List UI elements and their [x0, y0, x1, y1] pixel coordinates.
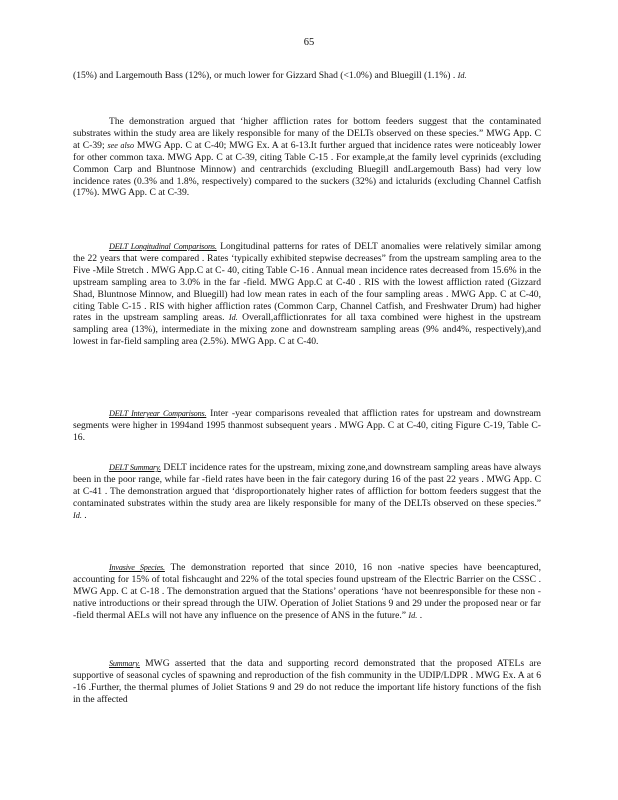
- section-heading: DELT Summary.: [109, 463, 161, 472]
- citation-italic: see also: [107, 140, 135, 150]
- paragraph-text: MWG App. C at C-40; MWG Ex. A at 6-13.It further argued that incidence rates were noticeably lower for other common taxa. MWG App. C at C-39, citing Table C-15 . For example,at the family level cyprinids (excluding Common Carp and Bluntnose Minnow) and centrarchids (excluding Bluegill andLargemouth Bass) had very low incidence rates (0.3% and 1.8%, respectively) compared to the suckers (32%) and ictalurids (excluding Channel Catfish (17%). MWG App. C at C-39.: [73, 139, 542, 199]
- section-heading: DELT Interyear Comparisons.: [109, 409, 207, 418]
- paragraph-text: Overall,afflictionrates for all taxa combined were highest in the upstream sampling area (13%), intermediate in the mixing zone and downstream sampling areas (9% and4%, respectively),and lowest in far-field sampling area (2.5%). MWG App. C at C-40.: [73, 312, 541, 348]
- page-number: 65: [303, 37, 315, 48]
- citation-italic: Id.: [228, 313, 238, 323]
- section-heading: Invasive Species.: [109, 563, 165, 572]
- paragraph-7: [73, 658, 541, 706]
- citation-italic: Id.: [457, 71, 467, 80]
- paragraph-text: Longitudinal patterns for rates of DELT anomalies were relatively similar among the 22 years that were compared . Rates ‘typically exhibited stepwise decreases” from the upstream sampling area to the Five -Mile Stretch . MWG App.C at C- 40, citing Table C-16 . Annual mean incidence rates decreased from 15.6% in the upstream sampling area to 3.0% in the far -field. MWG App.C at C-40 . RIS with the lowest affliction rated (Gizzard Shad, Bluntnose Minnow, and Bluegill) had low mean rates in each of the four sampling areas . MWG App. C at C-40, citing Table C-15 . RIS with higher affliction rates (Common Carp, Channel Catfish, and Freshwater Drum) had higher rates in the upstream sampling areas.: [73, 241, 541, 324]
- paragraph-5: [73, 462, 541, 522]
- paragraph-text: DELT incidence rates for the upstream, mixing zone,and downstream sampling areas have always been in the poor range, while far -field rates have been in the fair category during 16 of the past 22 years . MWG App. C at C-41 . The demonstration argued that ‘disproportionately higher rates of affliction for bottom feeders suggest that the contaminated substrates within the study area are likely responsible for many of the DELTs observed on these species.”: [73, 462, 541, 509]
- paragraph-3: [73, 241, 541, 348]
- paragraph-4: [73, 408, 541, 444]
- citation-italic: Id.: [73, 510, 82, 520]
- paragraph-text: The demonstration reported that since 2010, 16 non -native species have beencaptured, accounting for 15% of total fishcaught and 22% of the total species found upstream of the Electric Barrier on the CSSC . MWG App. C at C-18 . The demonstration argued that the Stations’ operations ‘have not beenresponsible for these non -native introductions or their spread through the UIW. Operation of Joliet Stations 9 and 29 under the proposed near or far -field thermal AELs will not have any influence on the presence of ANS in the future.”: [73, 562, 541, 621]
- paragraph-2: [73, 116, 541, 199]
- paragraph-text: The demonstration argued that ‘higher affliction rates for bottom feeders suggest that the contaminated substrates within the study area are likely responsible for many of the DELTs observed on these species.” MWG App. C at C-39;: [73, 116, 541, 151]
- paragraph-text: MWG asserted that the data and supporting record demonstrated that the proposed ATELs are supportive of seasonal cycles of spawning and reproduction of the fish community in the UDIP/LDPR . MWG Ex. A at 6 -16 .Further, the thermal plumes of Joliet Stations 9 and 29 do not reduce the important life history functions of the fish in the affected: [73, 658, 541, 705]
- paragraph-1: [73, 70, 541, 82]
- paragraph-text: (15%) and Largemouth Bass (12%), or much lower for Gizzard Shad (<1.0%) and Bluegill (1.1%) .: [73, 70, 458, 81]
- citation-italic: Id.: [408, 610, 418, 620]
- paragraph-text: Inter -year comparisons revealed that affliction rates for upstream and downstream segments were higher in 1994and 1995 thanmost subsequent years . MWG App. C at C-40, citing Figure C-19, Table C-16.: [73, 408, 541, 443]
- paragraph-6: [73, 562, 541, 622]
- section-heading: Summary.: [109, 659, 140, 668]
- paragraph-text: .: [81, 509, 87, 521]
- paragraph-text: .: [417, 609, 423, 621]
- section-heading: DELT Longitudinal Comparisons.: [109, 242, 217, 251]
